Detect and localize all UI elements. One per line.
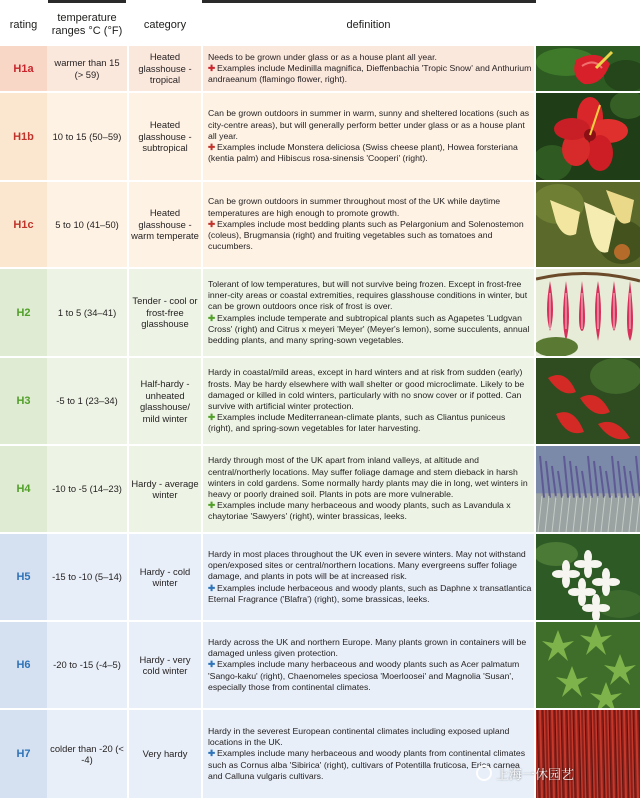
category-label: Hardy - very cold winter — [139, 653, 191, 676]
definition-text: Hardy through most of the UK apart from inland valleys, at altitude and central/northerly locations. May suffer foliage damage and stem dieback in harsh winters in cold gardens. Some normally hardy plants may die in long, wet winters in heavy or poorly drained soil. Plants in pots are more vulnerable. — [208, 455, 528, 499]
rating-cell — [0, 358, 47, 444]
daphne-photo — [536, 534, 640, 620]
definition-cell — [203, 446, 534, 532]
category-label: Hardy - cold winter — [139, 565, 191, 588]
plus-icon: ✚ — [208, 748, 216, 759]
examples-text — [208, 583, 532, 605]
category-cell — [129, 46, 201, 91]
table-row — [0, 182, 640, 267]
examples-label: Examples include temperate and subtropical plants such as Agapetes 'Ludgvan Cross' (right) and Citrus x meyeri 'Meyer' (Meyer's lemon), some succulents, annual bedding plants, and many spring-sown vegetables. — [208, 312, 530, 345]
rating-label: H1b — [13, 130, 34, 143]
definition-cell — [203, 182, 534, 267]
rating-cell — [0, 93, 47, 180]
temperature-cell — [47, 46, 127, 91]
temperature-cell — [47, 622, 127, 708]
plus-icon: ✚ — [208, 62, 216, 73]
rating-label: H5 — [16, 571, 31, 583]
temperature-cell — [47, 182, 127, 267]
table-row — [0, 534, 640, 620]
plus-icon: ✚ — [208, 142, 216, 153]
rating-label: H1c — [13, 218, 34, 231]
category-cell — [129, 182, 201, 267]
examples-label: Examples include herbaceous and woody plants, such as Daphne x transatlantica Eternal Fragrance ('Blafra') (right), some brassicas, leeks. — [208, 582, 532, 604]
examples-text — [208, 142, 532, 164]
temperature-range: -10 to -5 (14–23) — [52, 483, 122, 495]
table-row — [0, 46, 640, 91]
examples-text — [208, 500, 532, 522]
plus-icon: ✚ — [208, 218, 216, 229]
cornus-photo — [536, 710, 640, 798]
examples-label: Examples include Medinilla magnifica, Dieffenbachia 'Tropic Snow' and Anthurium andraeanum (flamingo flower, right). — [208, 62, 532, 85]
wechat-logo-icon — [476, 765, 492, 781]
temperature-range: warmer than 15 (> 59) — [54, 57, 120, 80]
temperature-range: 10 to 15 (50–59) — [52, 130, 122, 142]
examples-label: Examples include Mediterranean-climate plants, such as Cliantus puniceus (right), and spring-sown vegetables for later harvesting. — [208, 412, 506, 434]
category-cell — [129, 446, 201, 532]
definition-text: Hardy across the UK and northern Europe. Many plants grown in containers will be damaged unless given protection. — [208, 636, 527, 659]
lavandula-photo — [536, 446, 640, 532]
definition-text: Hardy in the severest European continental climates including exposed upland locations in the UK. — [208, 725, 510, 748]
rating-label: H1a — [13, 62, 34, 75]
definition-cell — [203, 46, 534, 91]
category-cell — [129, 358, 201, 444]
category-label: Heated glasshouse - tropical — [138, 51, 192, 86]
definition-text: Tolerant of low temperatures, but will not survive being frozen. Except in frost-free inner-city areas or coastal extremities, requires glasshouse conditions in winter, but can be grown outdoors once risk of frost is over. — [208, 278, 528, 312]
category-label: Heated glasshouse - subtropical — [138, 119, 192, 154]
header-category: category — [143, 18, 187, 31]
category-label: Hardy - average winter — [131, 477, 199, 500]
category-label: Tender - cool or frost-free glasshouse — [132, 295, 198, 330]
header-temperature: temperature ranges °C (°F) — [51, 12, 123, 37]
rating-cell — [0, 46, 47, 91]
category-cell — [129, 622, 201, 708]
category-cell — [129, 269, 201, 356]
temperature-cell — [47, 358, 127, 444]
temperature-cell — [47, 534, 127, 620]
rating-label: H6 — [16, 659, 31, 671]
clianthus-photo — [536, 358, 640, 444]
definition-cell — [203, 269, 534, 356]
temperature-range: -20 to -15 (-4–5) — [53, 659, 121, 671]
table-row — [0, 622, 640, 708]
header-definition: definition — [346, 18, 391, 31]
category-label: Heated glasshouse - warm temperate — [131, 207, 199, 242]
definition-text: Hardy in coastal/mild areas, except in hard winters and at risk from sudden (early) frosts. May be hardy elsewhere with wall shelter or good microclimate. Likely to be damaged or killed in cold winters, particularly with no snow cover or if potted. Can survive with artificial winter protection. — [208, 367, 525, 411]
definition-text: Hardy in most places throughout the UK even in severe winters. May not withstand open/exposed sites or central/northern locations. Many evergreens suffer foliage damage, and plants in pots will be at increased risk. — [208, 548, 526, 582]
temperature-cell — [47, 710, 127, 798]
examples-label: Examples include many herbaceous and woody plants from continental climates such as Cornus alba 'Sibirica' (right), cultivars of Potentilla fruticosa, Erica carnea and Calluna vulgaris cultivars. — [208, 748, 526, 781]
examples-label: Examples include many herbaceous and woody plants such as Acer palmatum 'Sango-kaku' (right), Chaenomeles speciosa 'Moerloosei' and Magnolia 'Susan', especially those from continental climates. — [208, 659, 520, 692]
rating-cell — [0, 710, 47, 798]
temperature-range: 5 to 10 (41–50) — [55, 218, 119, 230]
table-row — [0, 269, 640, 356]
temperature-cell — [47, 93, 127, 180]
rating-cell — [0, 622, 47, 708]
temperature-cell — [47, 269, 127, 356]
definition-text: Needs to be grown under glass or as a house plant all year. — [208, 51, 437, 62]
rating-cell — [0, 269, 47, 356]
definition-cell — [203, 534, 534, 620]
plus-icon: ✚ — [208, 659, 216, 670]
temperature-cell — [47, 446, 127, 532]
plus-icon: ✚ — [208, 312, 216, 323]
plus-icon: ✚ — [208, 500, 216, 511]
table-header — [0, 4, 640, 46]
rating-cell — [0, 446, 47, 532]
examples-text — [208, 412, 532, 434]
examples-text — [208, 63, 532, 85]
definition-cell — [203, 710, 534, 798]
category-cell — [129, 93, 201, 180]
rating-label: H4 — [16, 483, 31, 495]
plus-icon: ✚ — [208, 582, 216, 593]
plus-icon: ✚ — [208, 412, 216, 423]
examples-label: Examples include Monstera deliciosa (Swiss cheese plant), Howea forsteriana (kentia palm) and Hibiscus rosa-sinensis 'Cooperi' (right). — [208, 142, 518, 164]
definition-text: Can be grown outdoors in summer in warm, sunny and sheltered locations (such as city-centre areas), but will generally perform better under glass or as a house plant all year. — [208, 108, 530, 141]
table-row — [0, 358, 640, 444]
category-label: Very hardy — [142, 748, 188, 760]
examples-text — [208, 219, 532, 253]
definition-cell — [203, 93, 534, 180]
rating-label: H3 — [16, 395, 31, 407]
examples-label: Examples include most bedding plants such as Pelargonium and Solenostemon (coleus), Brugmansia (right) and fruiting vegetables such as tomatoes and cucumbers. — [208, 218, 524, 252]
rating-label: H2 — [16, 306, 31, 319]
category-cell — [129, 534, 201, 620]
acer-photo — [536, 622, 640, 708]
definition-text: Can be grown outdoors in summer throughout most of the UK while daytime temperatures are high enough to promote growth. — [208, 196, 501, 218]
rating-label: H7 — [16, 748, 31, 760]
brugmansia-photo — [536, 182, 640, 267]
hibiscus-photo — [536, 93, 640, 180]
category-cell — [129, 710, 201, 798]
temperature-range: 1 to 5 (34–41) — [57, 306, 117, 318]
watermark — [476, 762, 640, 784]
watermark-text: 上海一休园艺 — [496, 766, 575, 782]
temperature-range: -15 to -10 (5–14) — [52, 571, 122, 583]
agapetes-photo — [536, 269, 640, 356]
rating-cell — [0, 182, 47, 267]
header-rating: rating — [9, 18, 38, 31]
table-row — [0, 93, 640, 180]
temperature-range: -5 to 1 (23–34) — [56, 395, 118, 407]
examples-text — [208, 313, 532, 347]
definition-cell — [203, 622, 534, 708]
examples-text — [208, 659, 532, 693]
category-label: Half-hardy - unheated glasshouse/ mild winter — [139, 378, 191, 424]
rating-cell — [0, 534, 47, 620]
temperature-range: colder than -20 (< -4) — [50, 742, 124, 765]
table-row — [0, 446, 640, 532]
definition-cell — [203, 358, 534, 444]
table-row — [0, 710, 640, 798]
anthurium-photo — [536, 46, 640, 91]
examples-label: Examples include many herbaceous and woody plants, such as Lavandula x chaytoriae 'Sawyers' (right), winter brassicas, leeks. — [208, 500, 511, 522]
